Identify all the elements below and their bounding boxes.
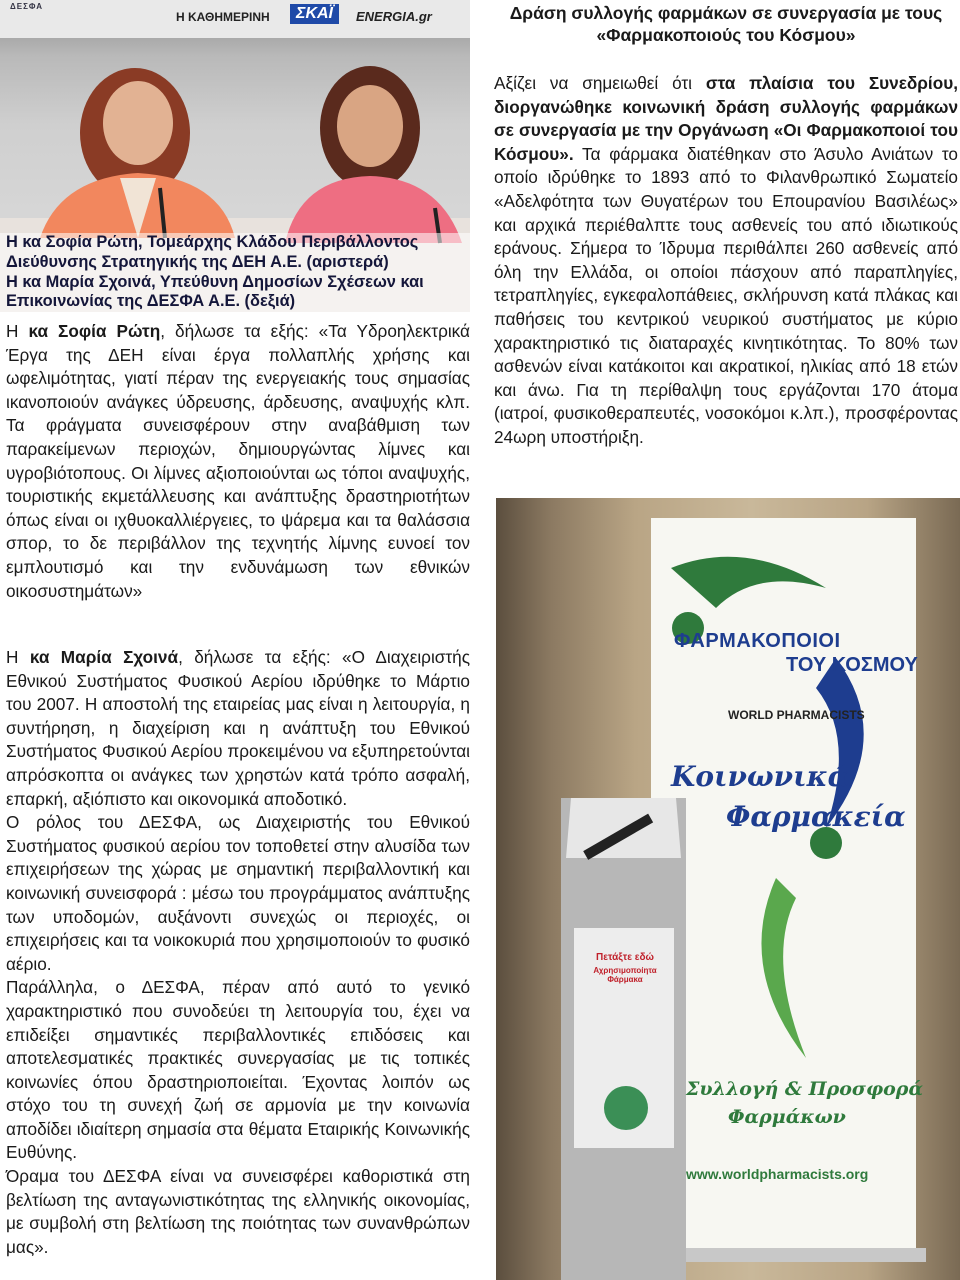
pharmacists-paragraph bbox=[494, 72, 958, 450]
pharmacists-article bbox=[494, 72, 958, 450]
sponsor-logo-skai: ΣΚΑΪ bbox=[290, 4, 339, 24]
schoina-paragraph-1 bbox=[6, 646, 470, 811]
sponsor-logo-energia: ENERGIA.gr bbox=[356, 9, 432, 24]
article-body: Τα φάρμακα διατέθηκαν στο Άσυλο Ανιάτων το οποίο ιδρύθηκε το 1893 από το Φιλανθρωπικό Σωματείο «Αδελφότητα των Θυγατέρων του Εποuρανίου Βασιλέως» και αρχικά περιέθαλπτε τους ασθενείς του από ιδιωτικούς εράνους. Σήμερα το Ίδρυμα περιθάλπει 260 ασθενείς από όλη την Ελλάδα, οι οποίοι πάσχουν από παραπληγίες, τετραπληγίες, εγκεφαλοπάθειες, σκλήρυνση κατά πλάκας και παθήσεις του κεντρικού νευρικού συστήματος με κύριο χαρακτηριστικό τις διαταραχές κινητικότητας. Το 80% των ασθενών είναι κατάκοιτοι και ακρατικοί, ηλικίας από 18 ετών και άνω. Για τη περίθαλψη τους εργάζονται 170 άτομα (ιατροί, φυσικοθεραπευτές, νοσοκόμοι κ.λπ.), προσφέροντας 24ωρη υποστήριξη. bbox=[494, 143, 958, 447]
article-lead: Αξίζει να σημειωθεί ότι bbox=[494, 73, 706, 93]
sponsor-logo-desfa: ΔΕΣΦΑ bbox=[10, 2, 44, 11]
roti-name: κα Σοφία Ρώτη bbox=[28, 321, 161, 341]
schoina-prefix: Η bbox=[6, 647, 30, 667]
schoina-paragraph-4: Όραμα του ΔΕΣΦΑ είναι να συνεισφέρει καθοριστικά στη βελτίωση της ανταγωνιστικότητας της ελληνικής οικονομίας, με συμβολή στη βελτίωση της ποιότητας των συνανθρώπων μας». bbox=[6, 1166, 470, 1257]
schoina-statement bbox=[6, 646, 470, 1259]
banner-title-line1: ΦΑΡΜΑΚΟΠΟΙΟΙ bbox=[674, 630, 841, 652]
photo-caption bbox=[0, 233, 470, 312]
roti-paragraph bbox=[6, 320, 470, 603]
banner-illustration bbox=[496, 498, 960, 1280]
roti-body: , δήλωσε τα εξής: «Τα Υδροηλεκτρικά Έργα της ΔΕΗ είναι έργα πολλαπλής χρήσης και ωφελιμότητας, γιατί πέραν της ενεργειακής τους σημασίας ικανοποιούν ανάγκες ύδρευσης, άρδευσης, αναψυχής κλπ. Τα φράγματα συνεισφέρουν στην αναβάθμιση των παρακείμενων περιοχών, δημιουργώντας λίμνες και υγροβιότοπους. Οι λίμνες αξιοποιούνται ως τόποι αναψυχής, τουριστικής εκμετάλλευσης και ανάπτυξης δραστηριοτήτων όπως είναι οι ιχθυοκαλλιέργειες, το ψάρεμα και τα θαλάσσια σπορ, το δε περιβάλλον της τεχνητής λίμνης ευνοεί τον εμπλουτισμό και την ενδυνάμωση των εθνικών οικοσυστημάτων» bbox=[6, 321, 470, 601]
caption-line: Διεύθυνσης Στρατηγικής της ΔΕΗ Α.Ε. (αριστερά) bbox=[6, 252, 389, 271]
banner-subtitle: WORLD PHARMACISTS bbox=[728, 708, 865, 722]
roti-prefix: Η bbox=[6, 321, 29, 341]
recycle-icon bbox=[604, 1086, 648, 1130]
sponsor-banner bbox=[0, 0, 470, 38]
caption-line: Η κα Σοφία Ρώτη, Τομεάρχης Κλάδου Περιβάλλοντος bbox=[6, 233, 419, 251]
banner-url: www.worldpharmacists.org bbox=[686, 1166, 869, 1182]
pharmacists-banner-photo bbox=[496, 498, 960, 1280]
banner-script-1: Κοινωνικά bbox=[671, 760, 850, 793]
banner-script-3: Συλλογή & Προσφορά bbox=[686, 1078, 924, 1100]
banner-script-4: Φαρμάκων bbox=[728, 1106, 846, 1128]
schoina-paragraph-3: Παράλληλα, ο ΔΕΣΦΑ, πέραν από αυτό το γενικό χαρακτηριστικό που συνοδεύει τη λειτουργία του, έχει να επιδείξει σημαντικές περιβαλλοντικές επιδόσεις και αποτελεσματικές πρακτικές συνεργασίας με τις τοπικές κοινωνίες όπου δραστηριοποιείται. Έχοντας λοιπόν ως στόχο του τη συνεχή ζωή σε αρμονία με την κοινωνία αποδίδει ιδιαίτερη σημασία στα θέματα Εταιρικής Κοινωνικής Ευθύνης. bbox=[6, 977, 470, 1163]
section-title: Δράση συλλογής φαρμάκων σε συνεργασία με τους «Φαρμακοποιούς του Κόσμου» bbox=[509, 3, 943, 45]
bin-label: Πετάξτε εδώ bbox=[596, 952, 654, 963]
article-highlight: στα πλαίσια του Συνεδρίου, διοργανώθηκε κοινωνική δράση συλλογής φαρμάκων σε συνεργασία με την Οργάνωση «Οι Φαρμακοποιοί του Κόσμου». bbox=[494, 73, 958, 164]
caption-line: Επικοινωνίας της ΔΕΣΦΑ Α.Ε. (δεξιά) bbox=[6, 292, 296, 311]
caption-line: Η κα Μαρία Σχοινά, Υπεύθυνη Δημοσίων Σχέσεων και bbox=[6, 272, 424, 291]
schoina-name: κα Μαρία Σχοινά bbox=[29, 647, 179, 667]
schoina-body-1: , δήλωσε τα εξής: «Ο Διαχειριστής Εθνικού Συστήματος Φυσικού Αερίου ιδρύθηκε το Μάρτιο του 2007. Η αποστολή της εταιρείας μας είναι η λειτουργία, η συντήρηση, η διαχείριση και η ανάπτυξη του Εθνικού Συστήματος Φυσικού Αερίου προκειμένου να εξυπηρετούνται απρόσκοπτα οι ανάγκες των χρηστών κατά τρόπο ασφαλή, επαρκή, αξιόπιστο και οικονομικά αποδοτικό. bbox=[6, 647, 471, 809]
banner-title-line2: ΤΟΥ ΚΟΣΜΟΥ bbox=[786, 654, 918, 676]
schoina-paragraph-2: Ο ρόλος του ΔΕΣΦΑ, ως Διαχειριστής του Εθνικού Συστήματος φυσικού αερίου τον τοποθετεί στην αλυσίδα των επιχειρήσεων της χώρας με σημαντική περιβαλλοντική και κοινωνική συνεισφορά : μέσω του προγράμματος ανάπτυξης των υποδομών, αυξάνοντι συνεχώς οι περιοχές, οι επιχειρήσεις και τα νοικοκυριά που χρησιμοποιούν το φυσικό αέριο. bbox=[6, 812, 470, 974]
roti-statement bbox=[6, 320, 470, 603]
banner-script-2: Φαρμακεία bbox=[726, 800, 906, 833]
left-speaker-face bbox=[103, 81, 173, 165]
right-speaker-face bbox=[337, 85, 403, 167]
speakers-photo bbox=[0, 0, 470, 312]
sponsor-logo-kathimerini: Η ΚΑΘΗΜΕΡΙΝΗ bbox=[176, 10, 270, 24]
bin-label-sub: Αχρησιμοποίητα Φάρμακα bbox=[593, 966, 657, 984]
